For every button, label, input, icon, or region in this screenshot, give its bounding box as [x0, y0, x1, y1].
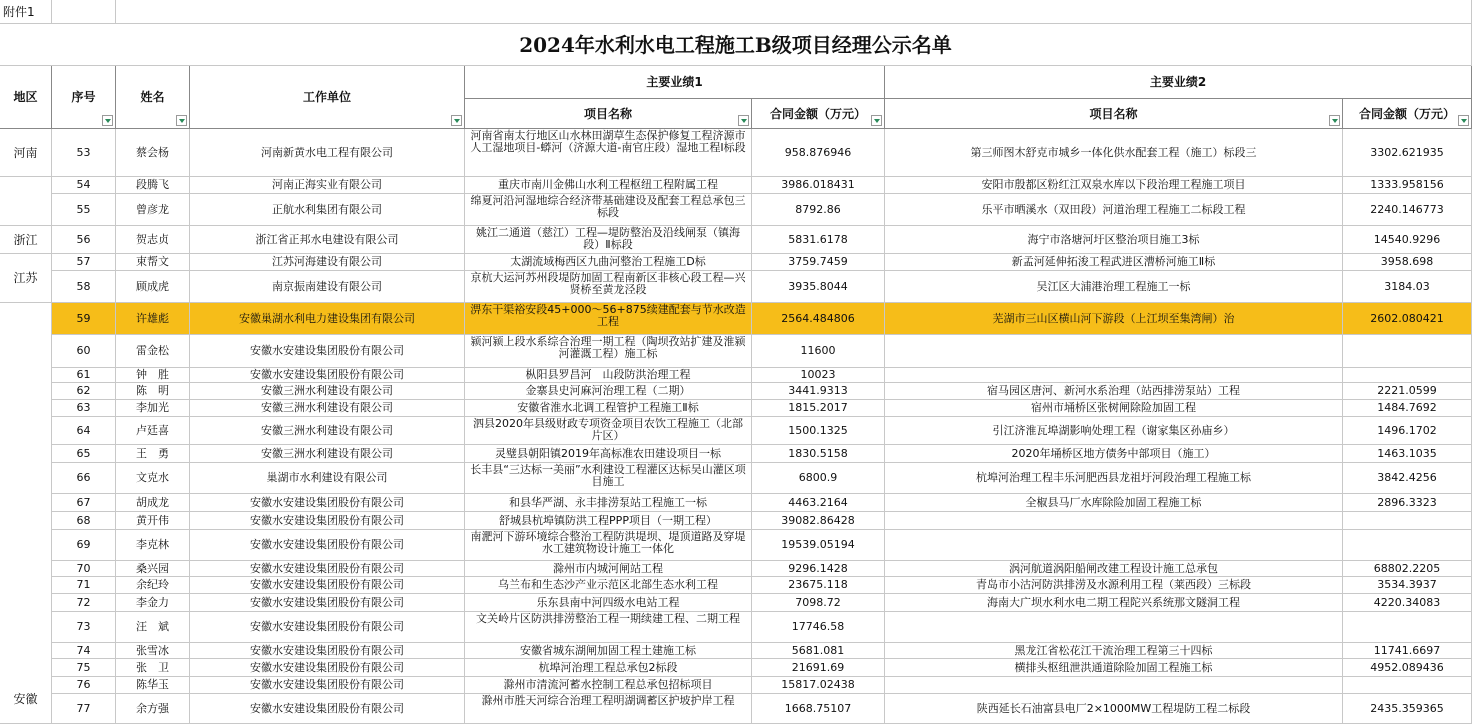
row-seq[interactable]: 68 — [52, 512, 116, 530]
row-amount-1[interactable]: 1830.5158 — [752, 445, 885, 463]
row-seq[interactable]: 53 — [52, 129, 116, 177]
row-org[interactable]: 安徽水安建设集团股份有限公司 — [190, 677, 465, 694]
column-header-amount-2[interactable]: 合同金额（万元） — [1343, 99, 1472, 129]
row-name[interactable]: 王 勇 — [116, 445, 190, 463]
row-project-2[interactable]: 陕西延长石油富县电厂2×1000MW工程堤防工程二标段 — [885, 694, 1343, 724]
column-header-amount-1[interactable]: 合同金额（万元） — [752, 99, 885, 129]
row-org[interactable]: 安徽水安建设集团股份有限公司 — [190, 561, 465, 577]
row-org[interactable]: 安徽水安建设集团股份有限公司 — [190, 659, 465, 677]
row-amount-2[interactable]: 3534.3937 — [1343, 577, 1472, 594]
filter-dropdown-icon[interactable] — [738, 115, 749, 126]
region-cell[interactable]: 安徽 — [0, 303, 52, 724]
row-amount-1[interactable]: 3935.8044 — [752, 271, 885, 303]
row-project-1[interactable]: 京杭大运河苏州段堤防加固工程南新区非核心段工程—兴贤桥至黄龙泾段 — [465, 271, 752, 303]
row-name[interactable]: 卢廷喜 — [116, 417, 190, 445]
row-amount-2[interactable]: 2602.080421 — [1343, 303, 1472, 335]
row-org[interactable]: 安徽水安建设集团股份有限公司 — [190, 594, 465, 612]
row-org[interactable]: 安徽水安建设集团股份有限公司 — [190, 577, 465, 594]
row-amount-2[interactable]: 2240.146773 — [1343, 194, 1472, 226]
page-title: 2024年水利水电工程施工B级项目经理公示名单 — [0, 24, 1472, 66]
row-amount-2[interactable]: 3184.03 — [1343, 271, 1472, 303]
row-org[interactable]: 南京振南建设有限公司 — [190, 271, 465, 303]
row-project-2[interactable] — [885, 335, 1343, 368]
row-org[interactable]: 安徽水安建设集团股份有限公司 — [190, 612, 465, 643]
row-amount-1[interactable]: 11600 — [752, 335, 885, 368]
row-amount-1[interactable]: 3986.018431 — [752, 177, 885, 194]
row-name[interactable]: 张 卫 — [116, 659, 190, 677]
row-org[interactable]: 安徽三洲水利建设有限公司 — [190, 383, 465, 400]
row-project-2[interactable] — [885, 612, 1343, 643]
row-project-2[interactable]: 青岛市小沽河防洪排涝及水源利用工程（莱西段）三标段 — [885, 577, 1343, 594]
row-project-1[interactable]: 滁州市内城河闸站工程 — [465, 561, 752, 577]
row-project-1[interactable]: 乌兰布和生态沙产业示范区北部生态水利工程 — [465, 577, 752, 594]
filter-dropdown-icon[interactable] — [451, 115, 462, 126]
row-project-1[interactable]: 滁州市清流河蓄水控制工程总承包招标项目 — [465, 677, 752, 694]
row-project-2[interactable]: 海宁市洛塘河圩区整治项目施工3标 — [885, 226, 1343, 254]
row-amount-2[interactable]: 4220.34083 — [1343, 594, 1472, 612]
row-name[interactable]: 桑兴园 — [116, 561, 190, 577]
row-seq[interactable]: 60 — [52, 335, 116, 368]
row-seq[interactable]: 73 — [52, 612, 116, 643]
row-name[interactable]: 陈华玉 — [116, 677, 190, 694]
row-project-1[interactable]: 乐东县南中河四级水电站工程 — [465, 594, 752, 612]
row-name[interactable]: 束帮文 — [116, 254, 190, 271]
row-project-2[interactable]: 海南大广坝水利水电二期工程陀兴系统那文隧洞工程 — [885, 594, 1343, 612]
row-project-2[interactable]: 安阳市殷都区粉红江双泉水库以下段治理工程施工项目 — [885, 177, 1343, 194]
row-seq[interactable]: 63 — [52, 400, 116, 417]
row-project-2[interactable]: 黑龙江省松花江干流治理工程第三十四标 — [885, 643, 1343, 659]
row-seq[interactable]: 69 — [52, 530, 116, 561]
row-name[interactable]: 张雪冰 — [116, 643, 190, 659]
row-project-2[interactable]: 涡河航道涡阳船闸改建工程设计施工总承包 — [885, 561, 1343, 577]
row-amount-2[interactable] — [1343, 368, 1472, 383]
row-name[interactable]: 曾彦龙 — [116, 194, 190, 226]
row-project-1[interactable]: 枞阳县罗昌河 山段防洪治理工程 — [465, 368, 752, 383]
row-amount-1[interactable]: 8792.86 — [752, 194, 885, 226]
row-project-1[interactable]: 灵璧县朝阳镇2019年高标准农田建设项目一标 — [465, 445, 752, 463]
row-name[interactable]: 许雄彪 — [116, 303, 190, 335]
row-amount-2[interactable] — [1343, 612, 1472, 643]
row-name[interactable]: 余纪玲 — [116, 577, 190, 594]
row-name[interactable]: 余方强 — [116, 694, 190, 724]
row-org[interactable]: 安徽三洲水利建设有限公司 — [190, 400, 465, 417]
row-project-2[interactable]: 2020年埇桥区地方债务中部项目（施工） — [885, 445, 1343, 463]
row-project-2[interactable]: 横排头枢纽泄洪通道除险加固工程施工标 — [885, 659, 1343, 677]
filter-dropdown-icon[interactable] — [1458, 115, 1469, 126]
row-seq[interactable]: 59 — [52, 303, 116, 335]
row-amount-1[interactable]: 3441.9313 — [752, 383, 885, 400]
row-org[interactable]: 安徽水安建设集团股份有限公司 — [190, 530, 465, 561]
row-name[interactable]: 李克林 — [116, 530, 190, 561]
row-seq[interactable]: 76 — [52, 677, 116, 694]
row-name[interactable]: 李加光 — [116, 400, 190, 417]
region-cell[interactable]: 江苏 — [0, 254, 52, 303]
row-amount-1[interactable]: 1815.2017 — [752, 400, 885, 417]
row-amount-1[interactable]: 19539.05194 — [752, 530, 885, 561]
row-seq[interactable]: 66 — [52, 463, 116, 494]
row-project-1[interactable]: 泗县2020年县级财政专项资金项目农饮工程施工（北部片区） — [465, 417, 752, 445]
row-org[interactable]: 江苏河海建设有限公司 — [190, 254, 465, 271]
row-amount-2[interactable]: 2896.3323 — [1343, 494, 1472, 512]
row-org[interactable]: 安徽水安建设集团股份有限公司 — [190, 335, 465, 368]
row-project-1[interactable]: 南淝河下游环境综合整治工程防洪堤坝、堤顶道路及穿堤水工建筑物设计施工一体化 — [465, 530, 752, 561]
row-name[interactable]: 段腾飞 — [116, 177, 190, 194]
row-project-2[interactable]: 引江济淮瓦埠湖影响处理工程（谢家集区孙庙乡） — [885, 417, 1343, 445]
row-seq[interactable]: 77 — [52, 694, 116, 724]
row-project-2[interactable]: 宿马园区唐河、新河水系治理（站西排涝泵站）工程 — [885, 383, 1343, 400]
row-amount-1[interactable]: 21691.69 — [752, 659, 885, 677]
region-cell[interactable]: 河南 — [0, 129, 52, 177]
row-amount-2[interactable]: 2435.359365 — [1343, 694, 1472, 724]
row-org[interactable]: 正航水利集团有限公司 — [190, 194, 465, 226]
row-amount-2[interactable] — [1343, 530, 1472, 561]
row-amount-2[interactable]: 1484.7692 — [1343, 400, 1472, 417]
row-seq[interactable]: 54 — [52, 177, 116, 194]
row-seq[interactable]: 64 — [52, 417, 116, 445]
empty-cell[interactable] — [52, 0, 116, 24]
filter-dropdown-icon[interactable] — [176, 115, 187, 126]
filter-dropdown-icon[interactable] — [871, 115, 882, 126]
row-amount-2[interactable]: 4952.089436 — [1343, 659, 1472, 677]
row-project-1[interactable]: 河南省南太行地区山水林田湖草生态保护修复工程济源市人工湿地项目-蟒河（济源大道-南官庄段）湿地工程Ⅰ标段 — [465, 129, 752, 177]
row-amount-1[interactable]: 10023 — [752, 368, 885, 383]
row-amount-1[interactable]: 1500.1325 — [752, 417, 885, 445]
row-amount-2[interactable]: 11741.6697 — [1343, 643, 1472, 659]
row-amount-1[interactable]: 6800.9 — [752, 463, 885, 494]
row-name[interactable]: 蔡会杨 — [116, 129, 190, 177]
row-amount-1[interactable]: 3759.7459 — [752, 254, 885, 271]
row-seq[interactable]: 72 — [52, 594, 116, 612]
row-name[interactable]: 雷金松 — [116, 335, 190, 368]
row-name[interactable]: 胡成龙 — [116, 494, 190, 512]
row-amount-1[interactable]: 17746.58 — [752, 612, 885, 643]
row-amount-2[interactable]: 3302.621935 — [1343, 129, 1472, 177]
row-project-1[interactable]: 杭埠河治理工程总承包2标段 — [465, 659, 752, 677]
empty-cell[interactable] — [116, 0, 1472, 24]
column-header-org[interactable]: 工作单位 — [190, 66, 465, 129]
row-amount-2[interactable]: 3842.4256 — [1343, 463, 1472, 494]
row-name[interactable]: 贺志贞 — [116, 226, 190, 254]
row-name[interactable]: 李金力 — [116, 594, 190, 612]
row-project-1[interactable]: 淠东干渠裕安段45+000～56+875续建配套与节水改造工程 — [465, 303, 752, 335]
row-name[interactable]: 陈 明 — [116, 383, 190, 400]
row-name[interactable]: 顾成虎 — [116, 271, 190, 303]
row-amount-1[interactable]: 7098.72 — [752, 594, 885, 612]
row-project-2[interactable]: 宿州市埇桥区张树闸除险加固工程 — [885, 400, 1343, 417]
row-amount-1[interactable]: 39082.86428 — [752, 512, 885, 530]
row-seq[interactable]: 55 — [52, 194, 116, 226]
row-org[interactable]: 安徽水安建设集团股份有限公司 — [190, 643, 465, 659]
row-seq[interactable]: 75 — [52, 659, 116, 677]
attachment-label[interactable]: 附件1 — [0, 0, 52, 24]
row-amount-1[interactable]: 5831.6178 — [752, 226, 885, 254]
row-amount-1[interactable]: 9296.1428 — [752, 561, 885, 577]
row-project-1[interactable]: 和县华严湖、永丰排涝泵站工程施工一标 — [465, 494, 752, 512]
row-seq[interactable]: 74 — [52, 643, 116, 659]
row-name[interactable]: 文克水 — [116, 463, 190, 494]
row-org[interactable]: 河南正海实业有限公司 — [190, 177, 465, 194]
row-project-1[interactable]: 安徽省淮水北调工程管护工程施工Ⅱ标 — [465, 400, 752, 417]
row-amount-1[interactable]: 15817.02438 — [752, 677, 885, 694]
row-seq[interactable]: 67 — [52, 494, 116, 512]
row-org[interactable]: 浙江省正邦水电建设有限公司 — [190, 226, 465, 254]
row-amount-1[interactable]: 1668.75107 — [752, 694, 885, 724]
row-seq[interactable]: 65 — [52, 445, 116, 463]
row-project-2[interactable]: 乐平市晒溪水（双田段）河道治理工程施工二标段工程 — [885, 194, 1343, 226]
row-amount-2[interactable]: 14540.9296 — [1343, 226, 1472, 254]
column-group-header-2: 主要业绩2 — [885, 66, 1472, 99]
row-project-1[interactable]: 绵夏河沿河湿地综合经济带基础建设及配套工程总承包三标段 — [465, 194, 752, 226]
row-project-1[interactable]: 太湖流域梅西区九曲河整治工程施工D标 — [465, 254, 752, 271]
row-amount-2[interactable]: 1496.1702 — [1343, 417, 1472, 445]
region-cell-empty[interactable] — [0, 177, 52, 226]
row-project-1[interactable]: 文关岭片区防洪排涝整治工程一期续建工程、二期工程 — [465, 612, 752, 643]
row-project-1[interactable]: 滁州市胜天河综合治理工程明湖调蓄区护坡护岸工程 — [465, 694, 752, 724]
row-org[interactable]: 安徽三洲水利建设有限公司 — [190, 417, 465, 445]
column-group-header-1: 主要业绩1 — [465, 66, 885, 99]
region-cell[interactable]: 浙江 — [0, 226, 52, 254]
row-amount-2[interactable]: 1333.958156 — [1343, 177, 1472, 194]
row-amount-2[interactable] — [1343, 512, 1472, 530]
row-project-1[interactable]: 安徽省城东湖闸加固工程土建施工标 — [465, 643, 752, 659]
row-amount-2[interactable] — [1343, 677, 1472, 694]
filter-dropdown-icon[interactable] — [1329, 115, 1340, 126]
row-seq[interactable]: 71 — [52, 577, 116, 594]
row-project-2[interactable]: 第三师图木舒克市城乡一体化供水配套工程（施工）标段三 — [885, 129, 1343, 177]
column-header-project-1[interactable]: 项目名称 — [465, 99, 752, 129]
row-amount-1[interactable]: 5681.081 — [752, 643, 885, 659]
row-project-1[interactable]: 姚江二通道（慈江）工程—堤防整治及沿线闸泵（镇海段）Ⅱ标段 — [465, 226, 752, 254]
row-amount-1[interactable]: 2564.484806 — [752, 303, 885, 335]
row-seq[interactable]: 56 — [52, 226, 116, 254]
row-project-2[interactable]: 吴江区大浦港治理工程施工一标 — [885, 271, 1343, 303]
row-seq[interactable]: 70 — [52, 561, 116, 577]
row-org[interactable]: 安徽水安建设集团股份有限公司 — [190, 368, 465, 383]
filter-dropdown-icon[interactable] — [102, 115, 113, 126]
column-header-region[interactable]: 地区 — [0, 66, 52, 129]
row-org[interactable]: 巢湖市水利建设有限公司 — [190, 463, 465, 494]
row-project-1[interactable]: 长丰县“三达标一美丽”水利建设工程灌区达标吴山灌区项目施工 — [465, 463, 752, 494]
row-org[interactable]: 河南新黄水电工程有限公司 — [190, 129, 465, 177]
row-org[interactable]: 安徽水安建设集团股份有限公司 — [190, 494, 465, 512]
row-amount-2[interactable]: 68802.2205 — [1343, 561, 1472, 577]
row-seq[interactable]: 58 — [52, 271, 116, 303]
row-project-1[interactable]: 重庆市南川金佛山水利工程枢纽工程附属工程 — [465, 177, 752, 194]
row-amount-2[interactable] — [1343, 335, 1472, 368]
row-project-1[interactable]: 颍河颍上段水系综合治理一期工程（陶坝孜站扩建及淮颍河灌溉工程）施工标 — [465, 335, 752, 368]
row-project-2[interactable]: 杭埠河治理工程丰乐河肥西县龙祖圩河段治理工程施工标 — [885, 463, 1343, 494]
row-name[interactable]: 汪 斌 — [116, 612, 190, 643]
row-project-2[interactable]: 新孟河延伸拓浚工程武进区漕桥河施工Ⅱ标 — [885, 254, 1343, 271]
row-amount-1[interactable]: 4463.2164 — [752, 494, 885, 512]
column-header-name[interactable]: 姓名 — [116, 66, 190, 129]
row-seq[interactable]: 62 — [52, 383, 116, 400]
row-project-2[interactable] — [885, 677, 1343, 694]
row-name[interactable]: 钟 胜 — [116, 368, 190, 383]
row-org[interactable]: 安徽水安建设集团股份有限公司 — [190, 512, 465, 530]
row-amount-1[interactable]: 958.876946 — [752, 129, 885, 177]
row-amount-1[interactable]: 23675.118 — [752, 577, 885, 594]
row-project-2[interactable] — [885, 368, 1343, 383]
row-project-1[interactable]: 舒城县杭埠镇防洪工程PPP项目（一期工程） — [465, 512, 752, 530]
row-amount-2[interactable]: 3958.698 — [1343, 254, 1472, 271]
column-header-project-2[interactable]: 项目名称 — [885, 99, 1343, 129]
row-project-2[interactable] — [885, 512, 1343, 530]
row-amount-2[interactable]: 2221.0599 — [1343, 383, 1472, 400]
row-org[interactable]: 安徽水安建设集团股份有限公司 — [190, 694, 465, 724]
row-seq[interactable]: 57 — [52, 254, 116, 271]
row-org[interactable]: 安徽三洲水利建设有限公司 — [190, 445, 465, 463]
row-seq[interactable]: 61 — [52, 368, 116, 383]
row-project-2[interactable]: 芜湖市三山区横山河下游段（上江坝至集湾闸）治 — [885, 303, 1343, 335]
row-project-2[interactable]: 全椒县马厂水库除险加固工程施工标 — [885, 494, 1343, 512]
column-header-seq[interactable]: 序号 — [52, 66, 116, 129]
row-project-1[interactable]: 金寨县史河麻河治理工程（二期） — [465, 383, 752, 400]
row-amount-2[interactable]: 1463.1035 — [1343, 445, 1472, 463]
row-project-2[interactable] — [885, 530, 1343, 561]
row-name[interactable]: 黄开伟 — [116, 512, 190, 530]
row-org[interactable]: 安徽巢湖水利电力建设集团有限公司 — [190, 303, 465, 335]
